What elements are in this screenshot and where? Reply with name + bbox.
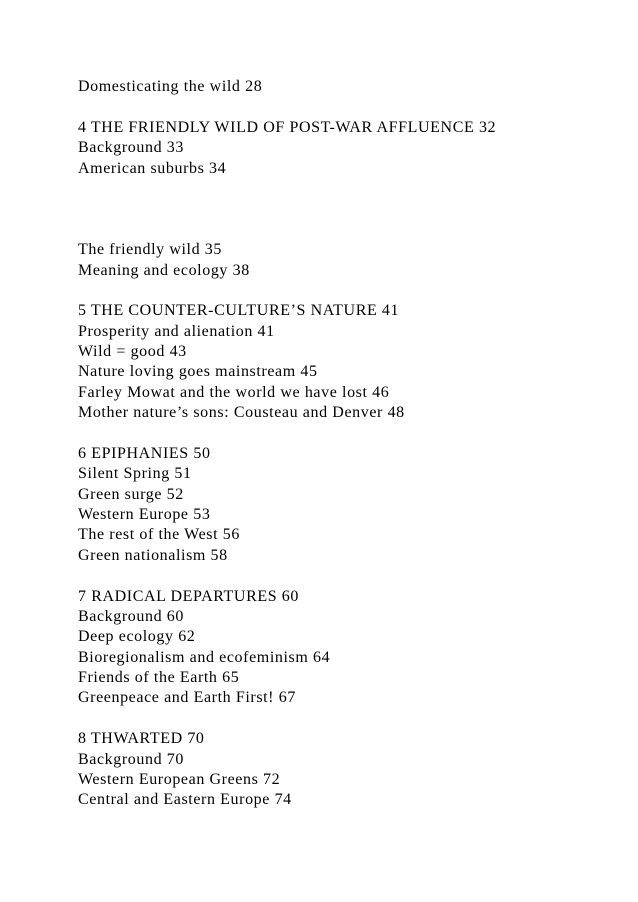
toc-entry-meaning-and-ecology: Meaning and ecology 38 — [78, 262, 250, 279]
chapter-5-heading: 5 THE COUNTER-CULTURE’S NATURE 41 — [78, 302, 400, 319]
toc-entry-background-33: Background 33 — [78, 139, 185, 156]
chapter-7-heading: 7 RADICAL DEPARTURES 60 — [78, 588, 300, 605]
toc-entry-friends-of-the-earth: Friends of the Earth 65 — [78, 669, 240, 686]
toc-entry-silent-spring: Silent Spring 51 — [78, 465, 192, 482]
toc-entry-domesticating-the-wild: Domesticating the wild 28 — [78, 78, 263, 95]
toc-entry-background-60: Background 60 — [78, 608, 185, 625]
toc-entry-nature-loving-goes-mainstream: Nature loving goes mainstream 45 — [78, 363, 318, 380]
toc-entry-greenpeace-and-earth-first: Greenpeace and Earth First! 67 — [78, 689, 296, 706]
toc-entry-central-and-eastern-europe: Central and Eastern Europe 74 — [78, 791, 292, 808]
chapter-6-heading: 6 EPIPHANIES 50 — [78, 445, 211, 462]
toc-entry-the-friendly-wild: The friendly wild 35 — [78, 241, 222, 258]
toc-entry-bioregionalism-and-ecofeminism: Bioregionalism and ecofeminism 64 — [78, 649, 331, 666]
toc-entry-farley-mowat: Farley Mowat and the world we have lost 46 — [78, 384, 390, 401]
toc-entry-wild-equals-good: Wild = good 43 — [78, 343, 187, 360]
toc-entry-deep-ecology: Deep ecology 62 — [78, 628, 196, 645]
toc-entry-western-europe: Western Europe 53 — [78, 506, 211, 523]
toc-entry-prosperity-and-alienation: Prosperity and alienation 41 — [78, 323, 275, 340]
toc-entry-green-surge: Green surge 52 — [78, 486, 184, 503]
toc-entry-american-suburbs: American suburbs 34 — [78, 160, 227, 177]
chapter-8-heading: 8 THWARTED 70 — [78, 730, 205, 747]
toc-entry-green-nationalism: Green nationalism 58 — [78, 547, 228, 564]
toc-entry-background-70: Background 70 — [78, 751, 185, 768]
chapter-4-heading: 4 THE FRIENDLY WILD OF POST-WAR AFFLUENCE 32 — [78, 119, 497, 136]
toc-entry-mother-natures-sons: Mother nature’s sons: Cousteau and Denver 48 — [78, 404, 405, 421]
toc-entry-western-european-greens: Western European Greens 72 — [78, 771, 281, 788]
toc-entry-rest-of-the-west: The rest of the West 56 — [78, 526, 240, 543]
